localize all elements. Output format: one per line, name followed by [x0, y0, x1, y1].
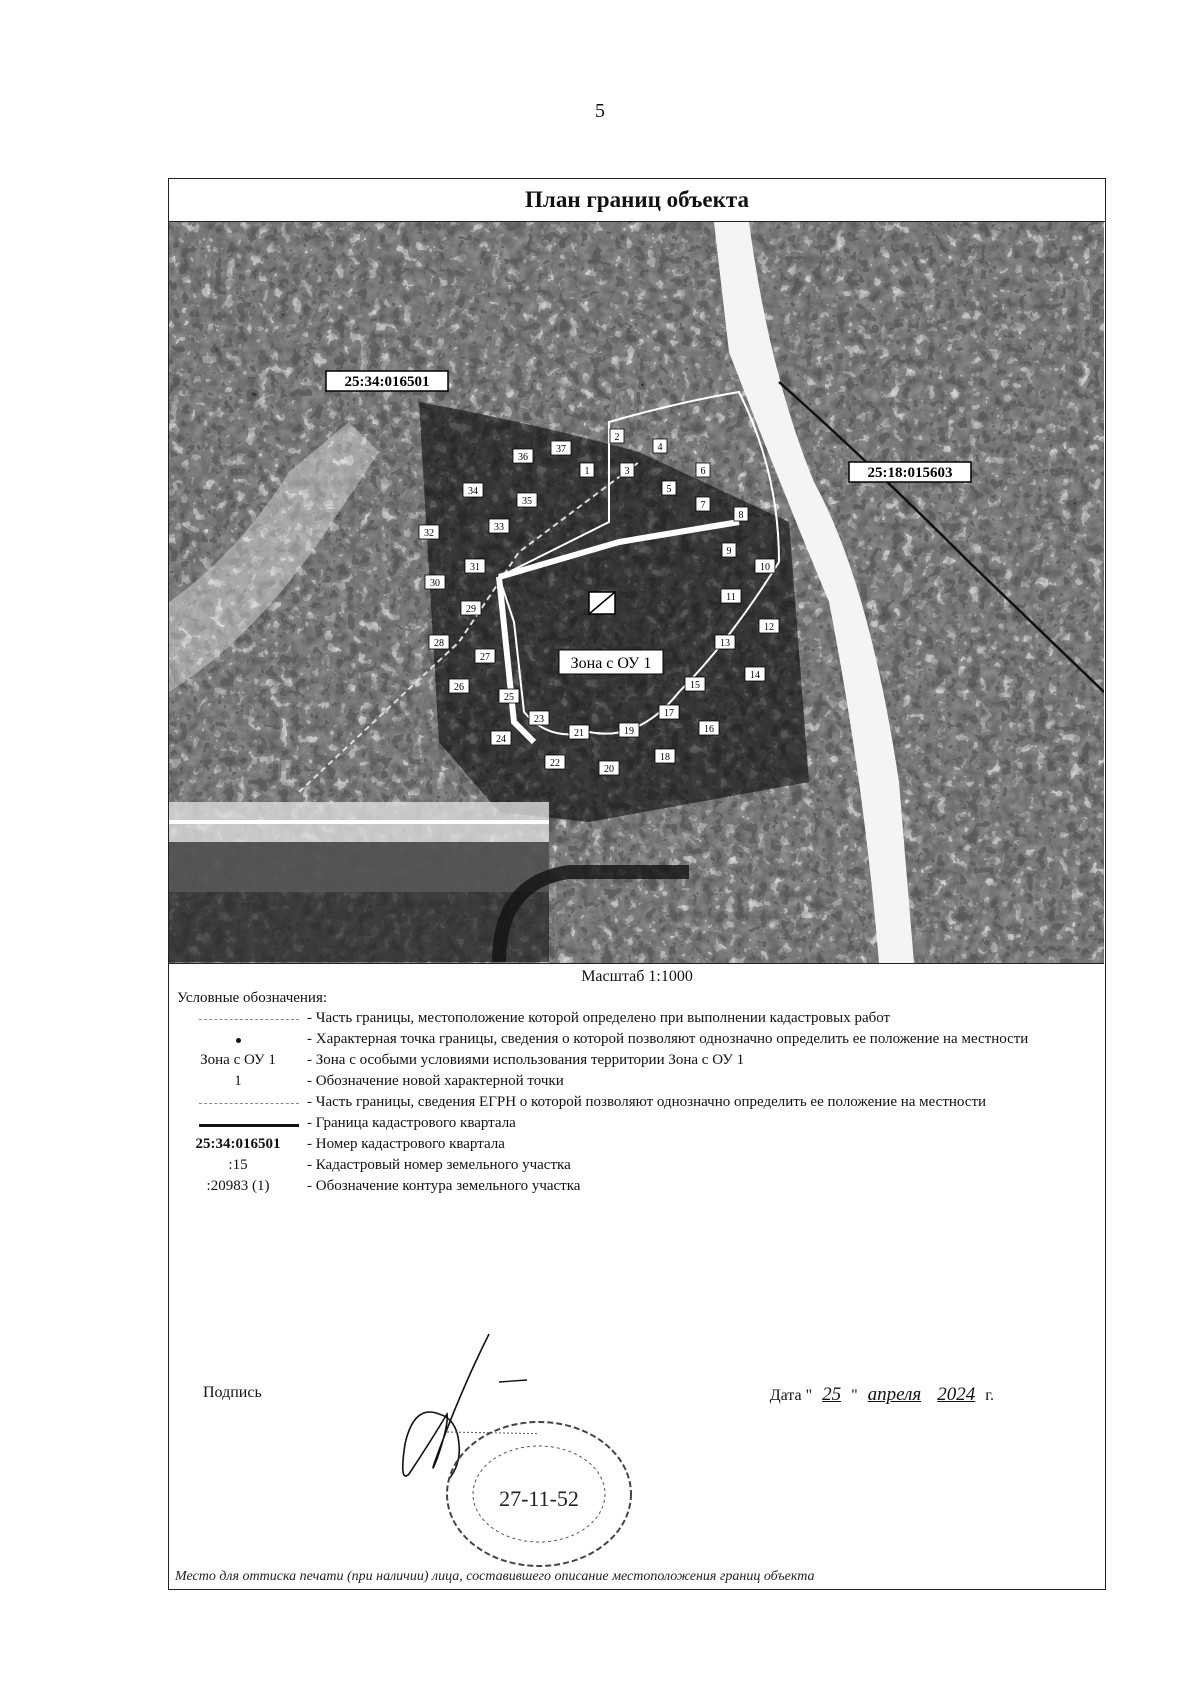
thin-dashed-line-symbol — [169, 1093, 307, 1112]
signature-section — [169, 1384, 1104, 1544]
legend-row-contour — [169, 1177, 1105, 1198]
legend-row-quarter-number — [169, 1135, 1105, 1156]
boundary-point-11 — [721, 589, 741, 603]
boundary-point-35 — [517, 493, 537, 507]
boundary-point-2 — [610, 429, 624, 443]
legend-text: - Обозначение новой характерной точки — [307, 1073, 564, 1089]
boundary-point-34 — [463, 483, 483, 497]
boundary-point-label: 12 — [764, 622, 774, 633]
boundary-point-22 — [545, 755, 565, 769]
legend-text: - Номер кадастрового квартала — [307, 1136, 505, 1152]
boundary-point-15 — [685, 677, 705, 691]
zone-symbol: Зона с ОУ 1 — [200, 1052, 276, 1068]
zone-label-text: Зона с ОУ 1 — [570, 655, 652, 672]
legend-row-new-boundary — [169, 1009, 1105, 1030]
boundary-point-25 — [499, 689, 519, 703]
boundary-point-label: 6 — [700, 466, 706, 477]
boundary-point-27 — [475, 649, 495, 663]
legend-row-zone — [169, 1051, 1105, 1072]
date-prefix: Дата — [769, 1387, 802, 1404]
boundary-point-18 — [655, 749, 675, 763]
zone-label — [559, 650, 663, 674]
boundary-point-label: 7 — [700, 500, 706, 511]
boundary-point-label: 8 — [738, 510, 744, 521]
legend-text: - Кадастровый номер земельного участка — [307, 1157, 571, 1173]
boundary-point-label: 20 — [604, 764, 614, 775]
boundary-point-12 — [759, 619, 779, 633]
dashed-line-symbol — [169, 1009, 307, 1028]
buildings — [169, 842, 549, 962]
boundary-point-label: 22 — [550, 758, 560, 769]
point-symbol — [169, 1030, 307, 1049]
page-number: 5 — [595, 100, 605, 122]
boundary-point-5 — [662, 481, 676, 495]
boundary-point-9 — [722, 543, 736, 557]
signature-label: Подпись — [203, 1384, 262, 1401]
boundary-point-label: 5 — [666, 484, 672, 495]
boundary-point-label: 14 — [750, 670, 760, 681]
boundary-point-37 — [551, 441, 571, 455]
legend-text: - Часть границы, местоположение которой определено при выполнении кадастровых работ — [307, 1010, 891, 1026]
boundary-point-label: 10 — [760, 562, 770, 573]
boundary-point-label: 13 — [720, 638, 730, 649]
boundary-point-label: 35 — [522, 496, 532, 507]
boundary-point-3 — [620, 463, 634, 477]
boundary-point-label: 27 — [480, 652, 490, 663]
map-canvas — [169, 222, 1104, 963]
boundary-point-label: 23 — [534, 714, 544, 725]
boundary-point-19 — [619, 723, 639, 737]
boundary-point-32 — [419, 525, 439, 539]
cadastral-number-symbol: :15 — [228, 1157, 248, 1173]
boundary-point-31 — [465, 559, 485, 573]
legend-row-quarter-boundary — [169, 1114, 1105, 1135]
legend-title: Условные обозначения: — [177, 990, 328, 1006]
boundary-point-36 — [513, 449, 533, 463]
date-day: 25 — [822, 1384, 842, 1405]
legend-row-egrn-boundary — [169, 1093, 1105, 1114]
boundary-point-26 — [449, 679, 469, 693]
satellite-map — [169, 222, 1104, 964]
boundary-point-label: 9 — [726, 546, 732, 557]
date-suffix: г. — [985, 1387, 994, 1404]
quarter-label-1-text: 25:34:016501 — [344, 374, 430, 390]
footer-note: Место для оттиска печати (при наличии) лица, составившего описание местоположения границ объекта — [175, 1569, 815, 1584]
boundary-point-label: 31 — [470, 562, 480, 573]
boundary-point-8 — [734, 507, 748, 521]
boundary-point-label: 26 — [454, 682, 464, 693]
boundary-point-6 — [696, 463, 710, 477]
legend-text: - Обозначение контура земельного участка — [307, 1178, 581, 1194]
boundary-point-label: 19 — [624, 726, 634, 737]
legend-row-cadastral-number — [169, 1156, 1105, 1177]
legend-text: - Граница кадастрового квартала — [307, 1115, 516, 1131]
boundary-point-21 — [569, 725, 589, 739]
legend-text: - Характерная точка границы, сведения о которой позволяют однозначно определить ее положение на местности — [307, 1031, 1029, 1047]
boundary-point-28 — [429, 635, 449, 649]
boundary-point-17 — [659, 705, 679, 719]
legend-text: - Часть границы, сведения ЕГРН о которой позволяют однозначно определить ее положение на местности — [307, 1094, 987, 1110]
boundary-point-label: 3 — [624, 466, 630, 477]
plan-title: План границ объекта — [169, 179, 1105, 222]
boundary-point-4 — [653, 439, 667, 453]
boundary-point-13 — [715, 635, 735, 649]
quarter-label-1 — [326, 371, 448, 391]
boundary-point-label: 15 — [690, 680, 700, 691]
boundary-point-label: 17 — [664, 708, 674, 719]
quarter-label-2 — [849, 462, 971, 482]
boundary-point-16 — [699, 721, 719, 735]
boundary-point-label: 36 — [518, 452, 528, 463]
boundary-point-label: 34 — [468, 486, 478, 497]
legend-text: - Зона с особыми условиями использования территории Зона с ОУ 1 — [307, 1052, 745, 1068]
boundary-point-label: 4 — [657, 442, 663, 453]
boundary-point-14 — [745, 667, 765, 681]
boundary-point-label: 37 — [556, 444, 566, 455]
map-scale: Масштаб 1:1000 — [581, 968, 693, 985]
solid-line-symbol — [169, 1114, 307, 1133]
boundary-point-29 — [461, 601, 481, 615]
new-point-symbol: 1 — [234, 1073, 242, 1089]
boundary-point-label: 1 — [584, 466, 590, 477]
date-month: апреля — [867, 1384, 922, 1405]
boundary-point-20 — [599, 761, 619, 775]
date-year: 2024 — [937, 1384, 976, 1405]
boundary-point-33 — [489, 519, 509, 533]
boundary-point-label: 18 — [660, 752, 670, 763]
quarter-number-symbol: 25:34:016501 — [195, 1136, 281, 1152]
boundary-point-label: 25 — [504, 692, 514, 703]
boundary-point-24 — [491, 731, 511, 745]
round-stamp — [439, 1414, 639, 1574]
plan-frame — [168, 178, 1106, 1590]
contour-symbol: :20983 (1) — [206, 1178, 270, 1194]
boundary-point-7 — [696, 497, 710, 511]
boundary-point-label: 24 — [496, 734, 506, 745]
boundary-point-label: 29 — [466, 604, 476, 615]
quarter-label-2-text: 25:18:015603 — [867, 465, 953, 481]
boundary-point-30 — [425, 575, 445, 589]
boundary-point-label: 33 — [494, 522, 504, 533]
boundary-point-label: 21 — [574, 728, 584, 739]
boundary-point-23 — [529, 711, 549, 725]
boundary-point-label: 16 — [704, 724, 714, 735]
boundary-point-label: 30 — [430, 578, 440, 589]
date-field: Дата " 25 " апреля 2024 г. — [769, 1384, 994, 1405]
stamp-text: 27-11-52 — [499, 1486, 579, 1511]
boundary-point-label: 32 — [424, 528, 434, 539]
boundary-point-10 — [755, 559, 775, 573]
boundary-point-label: 11 — [726, 592, 736, 603]
legend-row-new-point — [169, 1072, 1105, 1093]
legend — [169, 1009, 1105, 1198]
boundary-point-1 — [580, 463, 594, 477]
boundary-point-label: 2 — [614, 432, 620, 443]
boundary-point-label: 28 — [434, 638, 444, 649]
legend-row-point — [169, 1030, 1105, 1051]
